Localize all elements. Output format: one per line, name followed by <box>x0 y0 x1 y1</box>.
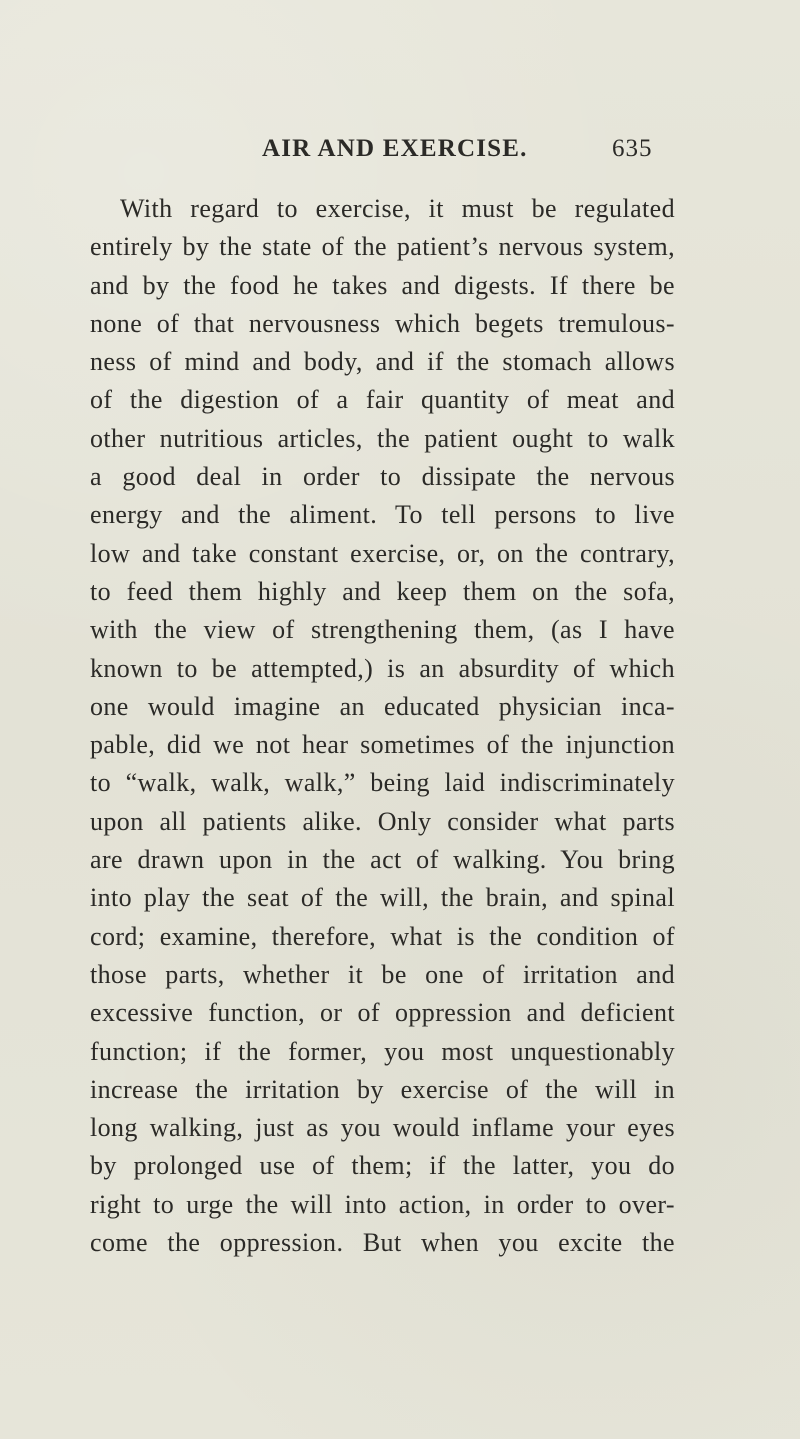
text-line: cord; examine, therefore, what is the condition of <box>90 921 675 951</box>
text-line: With regard to exercise, it must be regulated <box>120 194 675 223</box>
text-line: low and take constant exercise, or, on the contrary, <box>90 538 675 568</box>
text-line: by prolonged use of them; if the latter, you do <box>90 1151 675 1181</box>
text-line: pable, did we not hear sometimes of the injunction <box>90 730 675 760</box>
text-line: excessive function, or of oppression and deficient <box>90 998 675 1028</box>
text-line: increase the irritation by exercise of the will in <box>90 1074 675 1104</box>
text-line: of the digestion of a fair quantity of meat and <box>90 385 675 415</box>
text-line: entirely by the state of the patient’s nervous system, <box>90 232 675 262</box>
text-line: a good deal in order to dissipate the nervous <box>90 462 675 492</box>
text-line: those parts, whether it be one of irritation and <box>90 959 675 989</box>
text-line: one would imagine an educated physician inca- <box>90 691 675 721</box>
text-line: and by the food he takes and digests. If there be <box>90 270 675 300</box>
text-line: come the oppression. But when you excite the <box>90 1228 675 1258</box>
text-line: to feed them highly and keep them on the sofa, <box>90 576 675 606</box>
running-head <box>262 135 682 175</box>
text-line: are drawn upon in the act of walking. You bring <box>90 845 675 875</box>
text-line: upon all patients alike. Only consider what parts <box>90 806 675 836</box>
running-head-title: AIR AND EXERCISE. <box>262 135 528 162</box>
text-line: function; if the former, you most unquestionably <box>90 1036 675 1066</box>
body-text <box>90 190 675 1262</box>
text-line: to “walk, walk, walk,” being laid indiscriminately <box>90 768 675 798</box>
text-line: long walking, just as you would inflame your eyes <box>90 1113 675 1143</box>
text-line: energy and the aliment. To tell persons to live <box>90 500 675 530</box>
text-line: none of that nervousness which begets tremulous- <box>90 308 675 338</box>
text-line: with the view of strengthening them, (as I have <box>90 615 675 645</box>
text-line: ness of mind and body, and if the stomach allows <box>90 347 675 377</box>
text-line: other nutritious articles, the patient ought to walk <box>90 423 675 453</box>
text-line: right to urge the will into action, in order to over- <box>90 1189 675 1219</box>
text-line: known to be attempted,) is an absurdity of which <box>90 653 675 683</box>
page-number: 635 <box>612 135 653 162</box>
text-line: into play the seat of the will, the brain, and spinal <box>90 883 675 913</box>
